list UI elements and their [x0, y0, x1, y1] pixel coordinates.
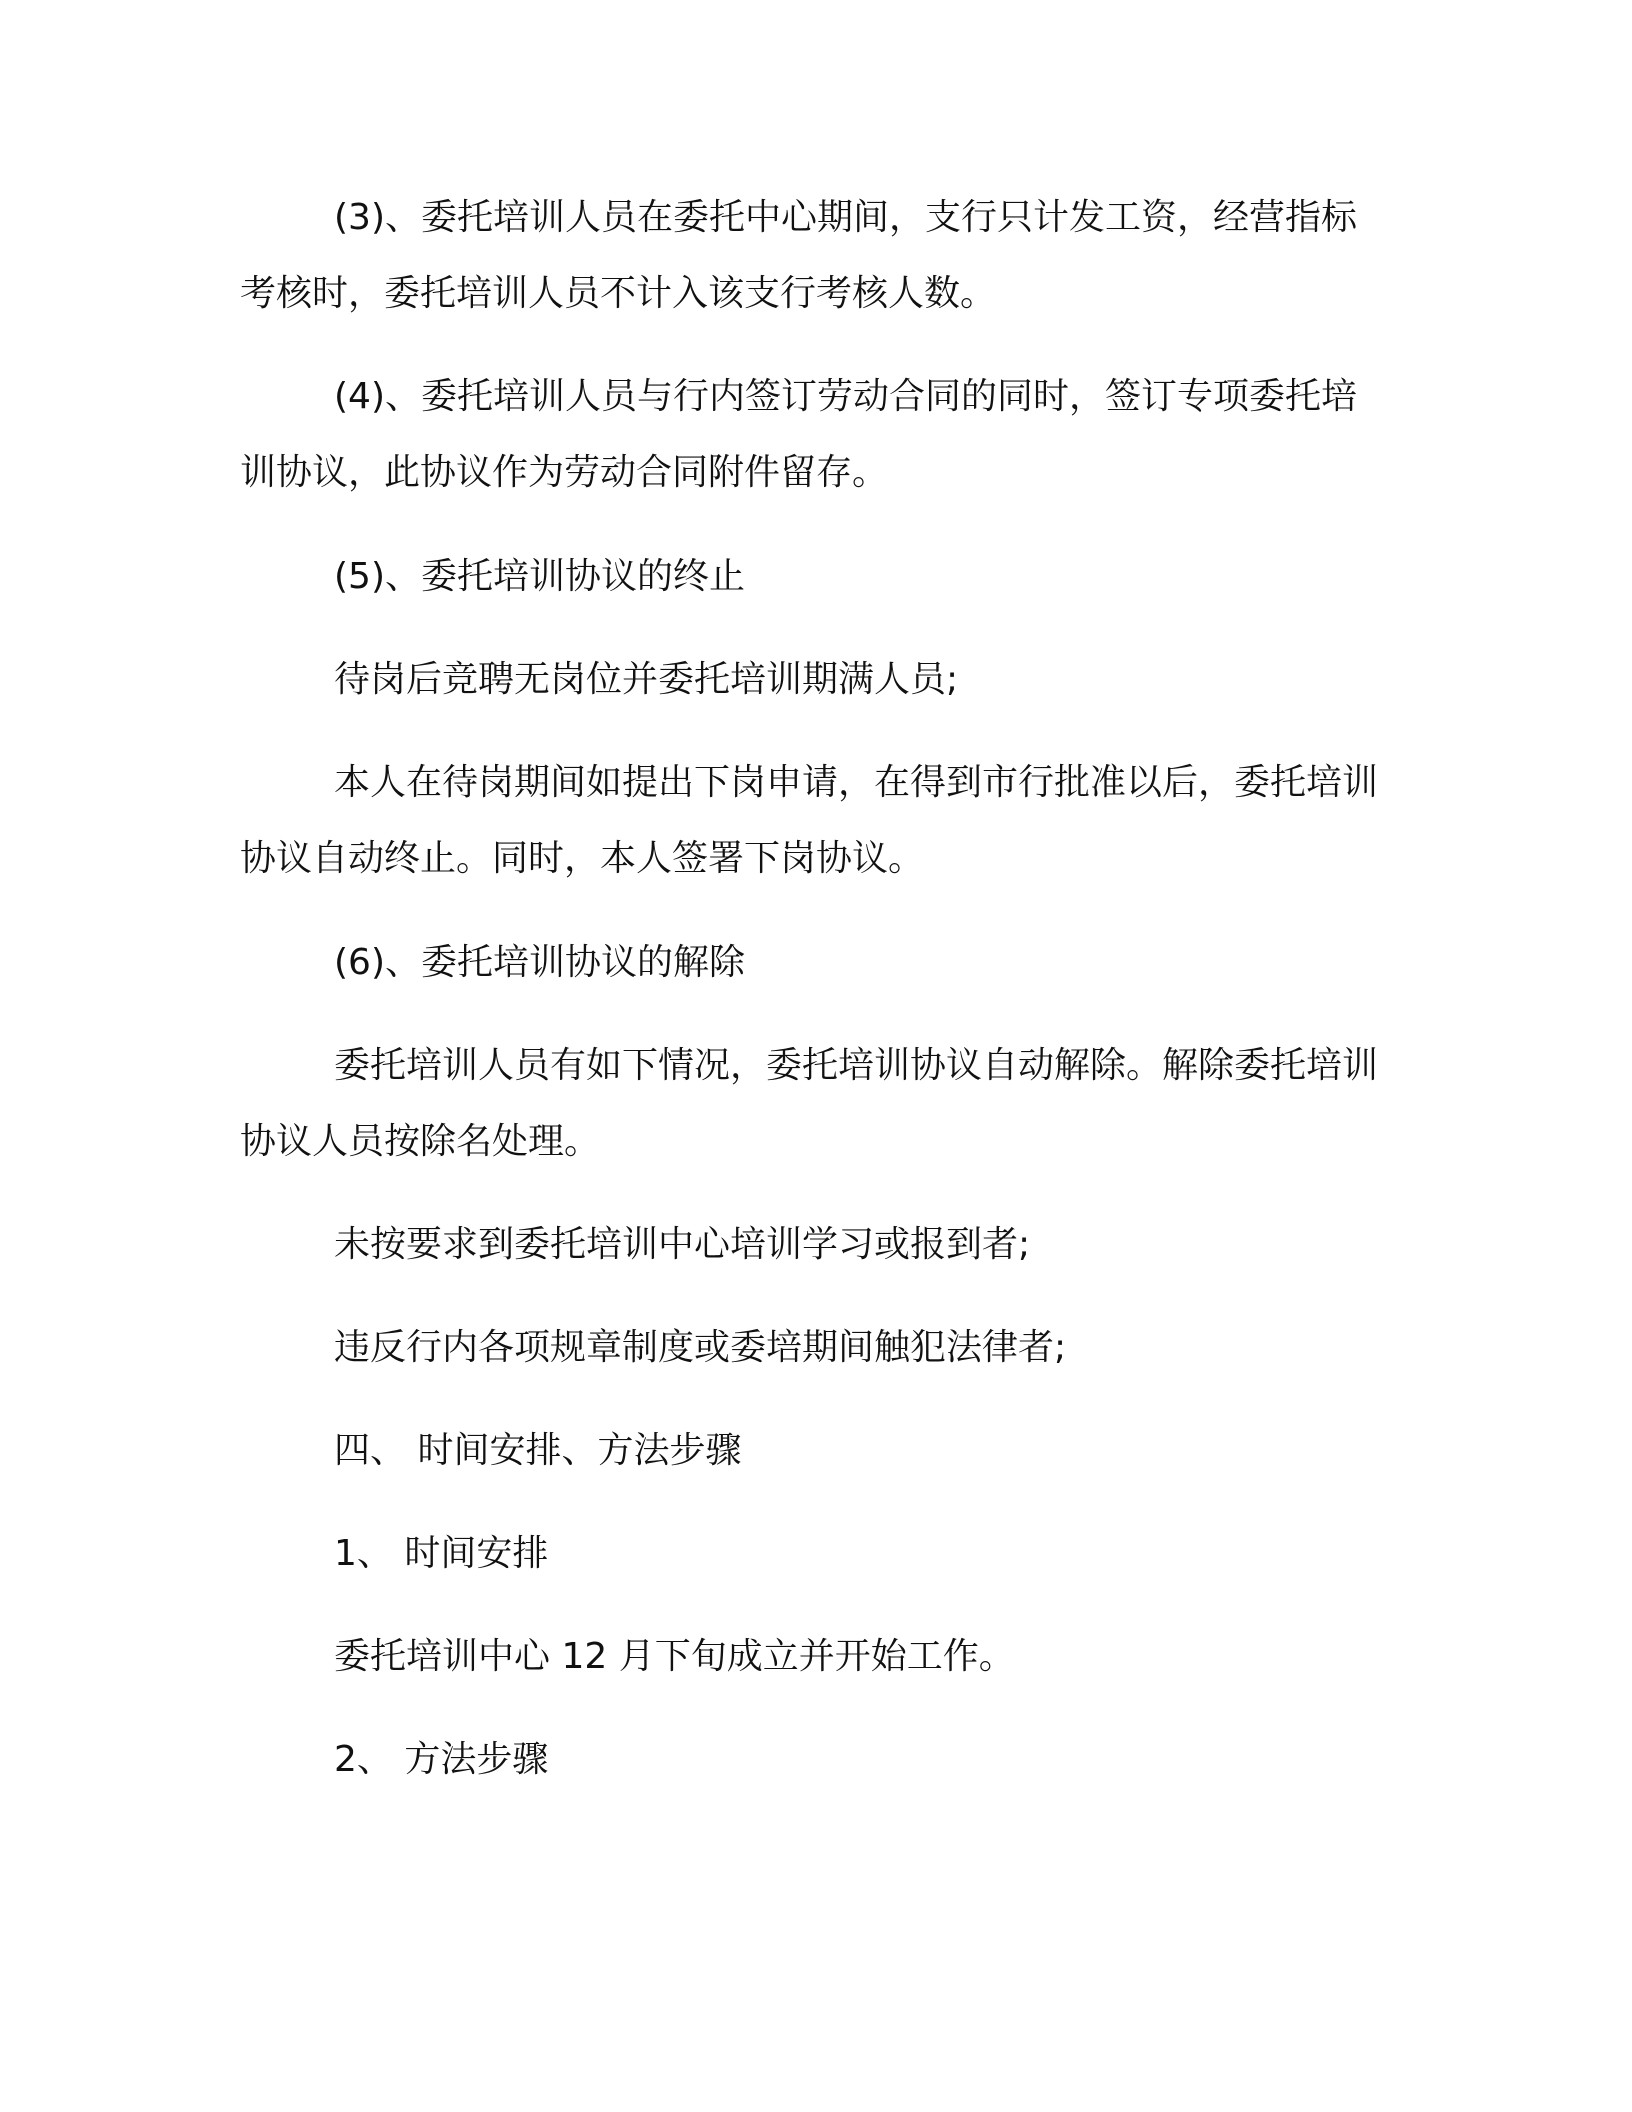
- paragraph-termination-condition-2: 本人在待岗期间如提出下岗申请，在得到市行批准以后，委托培训协议自动终止。同时，本人签署下岗协议。: [240, 762, 1379, 879]
- paragraph-termination-condition-1: 待岗后竞聘无岗位并委托培训期满人员;: [334, 659, 959, 700]
- paragraph-rescission-condition-2: 违反行内各项规章制度或委培期间触犯法律者;: [334, 1327, 1067, 1368]
- paragraph-center-start-date: 委托培训中心 12 月下旬成立并开始工作。: [334, 1636, 1015, 1677]
- paragraph-3-training-period: (3)、委托培训人员在委托中心期间，支行只计发工资，经营指标考核时，委托培训人员不计入该支行考核人数。: [240, 197, 1357, 314]
- subheading-method-steps: 2、 方法步骤: [334, 1739, 549, 1780]
- section-heading-schedule-steps: 四、 时间安排、方法步骤: [334, 1430, 742, 1471]
- subheading-time-arrangement: 1、 时间安排: [334, 1533, 549, 1574]
- paragraph-6-rescission-heading: (6)、委托培训协议的解除: [334, 942, 745, 983]
- paragraph-rescission-condition-1: 未按要求到委托培训中心培训学习或报到者;: [334, 1224, 1031, 1265]
- paragraph-5-termination-heading: (5)、委托培训协议的终止: [334, 556, 745, 597]
- paragraph-rescission-rule: 委托培训人员有如下情况，委托培训协议自动解除。解除委托培训协议人员按除名处理。: [240, 1045, 1379, 1162]
- paragraph-4-agreement-signing: (4)、委托培训人员与行内签订劳动合同的同时，签订专项委托培训协议，此协议作为劳动合同附件留存。: [240, 376, 1357, 493]
